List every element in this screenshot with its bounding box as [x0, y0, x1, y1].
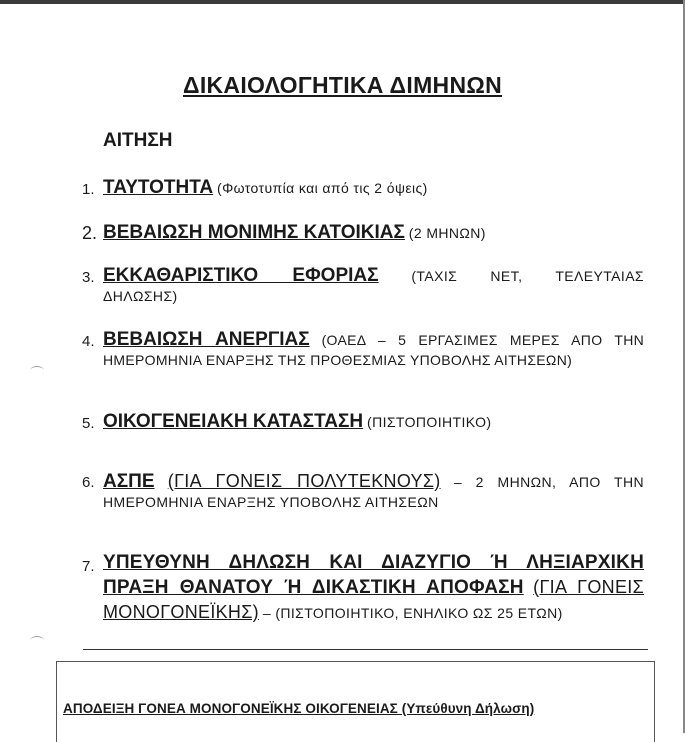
item-number: 7.: [82, 558, 95, 575]
item-number: 4.: [82, 333, 95, 350]
punch-hole-mark: [30, 366, 44, 375]
item-note: (ΠΙΣΤΟΠΟΙΗΤΙΚΟ): [367, 414, 492, 430]
item-heading: ΑΣΠΕ: [103, 471, 155, 492]
item-note: (ΤΑΧΙΣ ΝΕΤ, ΤΕΛΕΥΤΑΙΑΣ ΔΗΛΩΣΗΣ): [103, 268, 644, 304]
item-heading: ΕΚΚΑΘΑΡΙΣΤΙΚΟ ΕΦΟΡΙΑΣ: [103, 265, 379, 286]
item-number: 2.: [82, 223, 98, 243]
list-item-4: [82, 330, 644, 370]
item-number: 6.: [82, 474, 95, 491]
item-note: – 2 ΜΗΝΩΝ, ΑΠΟ ΤΗΝ ΗΜΕΡΟΜΗΝΙΑ ΕΝΑΡΞΗΣ ΥΠΟΒΟΛΗΣ ΑΙΤΗΣΕΩΝ: [103, 474, 645, 510]
item-heading: ΒΕΒΑΙΩΣΗ ΜΟΝΙΜΗΣ ΚΑΤΟΙΚΙΑΣ: [103, 222, 405, 243]
item-note: (2 ΜΗΝΩΝ): [408, 225, 486, 241]
item-note: (ΟΑΕΔ – 5 ΕΡΓΑΣΙΜΕΣ ΜΕΡΕΣ ΑΠΟ ΤΗΝ ΗΜΕΡΟΜΗΝΙΑ ΕΝΑΡΞΗΣ ΤΗΣ ΠΡΟΘΕΣΜΙΑΣ ΥΠΟΒΟΛΗΣ ΑΙΤΗΣΕΩΝ): [103, 332, 645, 368]
item-note: – (ΠΙΣΤΟΠΟΙΗΤΙΚΟ, ΕΝΗΛΙΚΟ ΩΣ 25 ΕΤΩΝ): [262, 605, 563, 621]
punch-hole-mark: [30, 636, 44, 645]
item-heading: ΥΠΕΥΘΥΝΗ ΔΗΛΩΣΗ ΚΑΙ ΔΙΑΖΥΓΙΟ Ή ΛΗΞΙΑΡΧΙΚΗ ΠΡΑΞΗ ΘΑΝΑΤΟΥ Ή ΔΙΚΑΣΤΙΚΗ ΑΠΟΦΑΣΗ: [103, 552, 644, 598]
list-item-2: [82, 223, 644, 243]
list-item-6: [82, 471, 644, 512]
divider-line: [83, 649, 648, 650]
item-heading: ΤΑΥΤΟΤΗΤΑ: [103, 177, 214, 198]
item-heading: ΒΕΒΑΙΩΣΗ ΑΝΕΡΓΙΑΣ: [103, 329, 310, 350]
item-heading-note: (ΓΙΑ ΓΟΝΕΙΣ ΜΟΝΟΓΟΝΕΪΚΗΣ): [103, 577, 645, 622]
list-item-5: [82, 412, 644, 432]
item-note: (Φωτοτυπία και από τις 2 όψεις): [217, 180, 428, 196]
item-heading: ΟΙΚΟΓΕΝΕΙΑΚΗ ΚΑΤΑΣΤΑΣΗ: [103, 411, 364, 432]
list-item-1: [82, 178, 644, 198]
list-item-3: [82, 266, 644, 306]
scan-top-edge: [0, 0, 685, 4]
document-title: ΔΙΚΑΙΟΛΟΓΗΤΙΚΑ ΔΙΜΗΝΩΝ: [183, 72, 502, 98]
item-number: 5.: [82, 415, 95, 432]
item-heading-note: (ΓΙΑ ΓΟΝΕΙΣ ΠΟΛΥΤΕΚΝΟΥΣ): [167, 471, 441, 491]
list-item-7: [82, 551, 644, 625]
item-number: 1.: [82, 181, 95, 198]
declaration-box-title: ΑΠΟΔΕΙΞΗ ΓΟΝΕΑ ΜΟΝΟΓΟΝΕΪΚΗΣ ΟΙΚΟΓΕΝΕΙΑΣ (Υπεύθυνη Δήλωση): [63, 701, 535, 716]
item-number: 3.: [82, 269, 95, 286]
section-heading: ΑΙΤΗΣΗ: [103, 130, 173, 151]
